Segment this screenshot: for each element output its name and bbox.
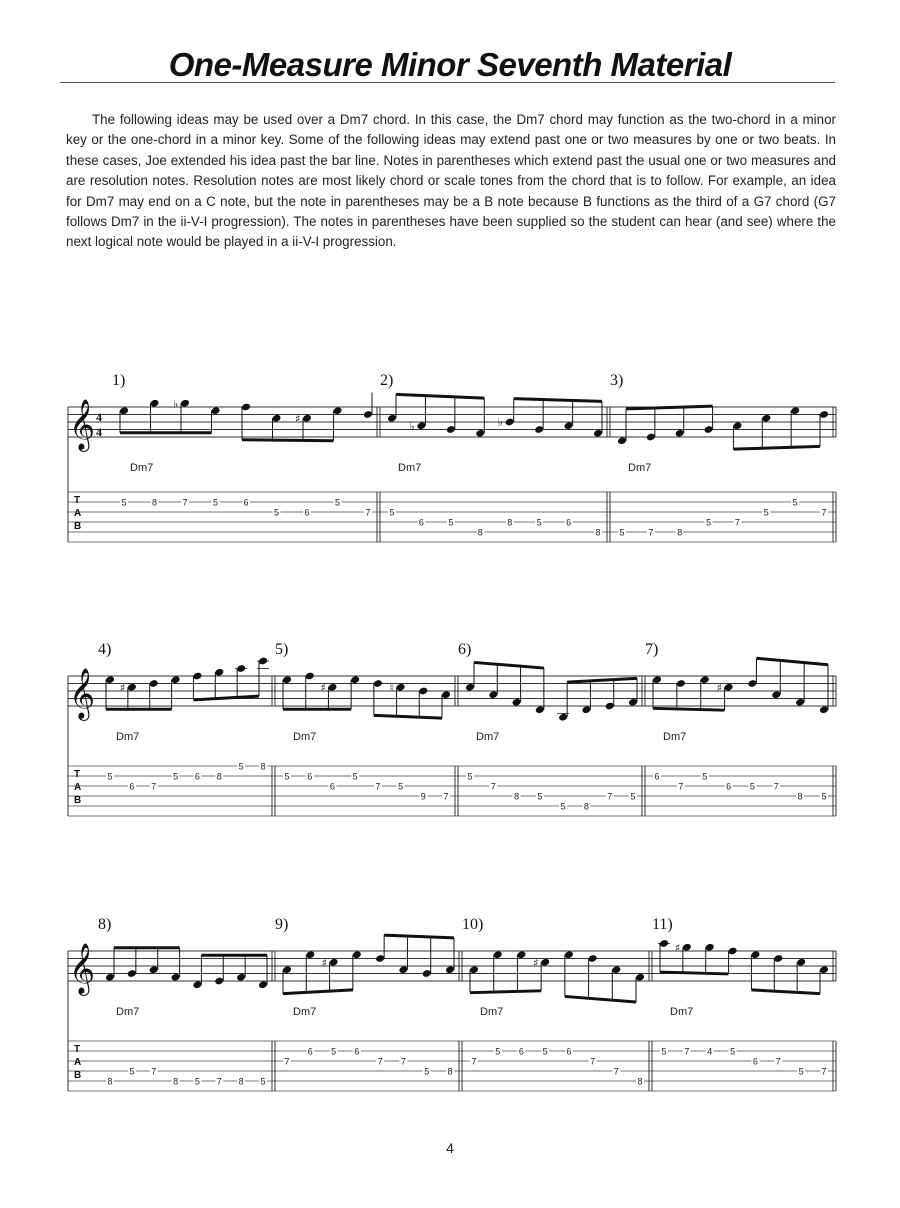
example-label: 7) [645,641,659,658]
flat-sign: ♭ [497,416,503,429]
sharp-sign: ♯ [321,956,327,970]
tab-letter: A [74,1057,82,1068]
note-beam [653,708,725,710]
tab-fret-number: 8 [637,1076,643,1087]
tab-fret-number: 7 [821,1066,827,1077]
tab-fret-number: 7 [773,781,779,792]
example-label: 6) [458,641,472,658]
tab-letter: B [74,795,82,806]
page-title: One-Measure Minor Seventh Material [168,46,732,83]
tab-fret-number: 6 [304,507,310,518]
tab-fret-number: 5 [352,771,358,782]
tab-fret-number: 5 [630,791,636,802]
example-label: 5) [275,641,289,658]
example-label: 10) [462,916,484,933]
tab-fret-number: 8 [238,1076,244,1087]
tab-fret-number: 5 [661,1046,667,1057]
sharp-sign: ♯ [533,956,539,970]
tab-fret-number: 8 [173,1076,179,1087]
chord-symbol: Dm7 [628,462,652,474]
tab-fret-number: 5 [467,771,473,782]
tab-fret-number: 5 [260,1076,266,1087]
chord-symbol: Dm7 [130,462,154,474]
note-beam [242,440,334,441]
tab-fret-number: 6 [418,517,424,528]
tab-fret-number: 7 [607,791,613,802]
note-beam [283,990,353,994]
example-label: 4) [98,641,112,658]
tab-fret-number: 7 [490,781,496,792]
tab-fret-number: 8 [797,791,803,802]
example-label: 1) [112,372,126,389]
tab-letter: T [74,495,81,506]
note-beam [756,658,828,665]
tab-fret-number: 7 [648,527,654,538]
chord-symbol: Dm7 [398,462,422,474]
tab-fret-number: 7 [151,781,157,792]
tab-fret-number: 7 [377,1056,383,1067]
tab-fret-number: 6 [566,1046,572,1057]
tab-fret-number: 5 [284,771,290,782]
note-beam [626,406,713,409]
chord-symbol: Dm7 [663,731,687,743]
tab-fret-number: 5 [730,1046,736,1057]
tab-fret-number: 5 [821,791,827,802]
tab-fret-number: 7 [216,1076,222,1087]
tab-fret-number: 5 [173,771,179,782]
note-beam [396,394,484,398]
sharp-sign: ♯ [295,412,301,426]
intro-paragraph: The following ideas may be used over a Dm7 chord. In this case, the Dm7 chord may function as the two-chord in a minor key or the one-chord in a minor key. Some of the following ideas may extend past one or two measures by one or two beats. In these cases, Joe extended his idea past the bar line. Notes in parentheses which extend past the usual one or two measures and are resolution notes. Resolution notes are most likely chord or scale tones from the chord that is to follow. For example, an idea for Dm7 may end on a C note, but the note in parentheses may be a B note because B functions as the third of a G7 chord (G7 follows Dm7 in the ii-V-I progression). The notes in parentheses have been supplied so the student can hear (and see) where the next logical note would be played in a ii-V-I progression. [66,112,836,250]
chord-symbol: Dm7 [116,1006,140,1018]
tab-fret-number: 7 [775,1056,781,1067]
tab-fret-number: 5 [763,507,769,518]
example-label: 11) [652,916,673,933]
sharp-sign: ♯ [320,681,326,695]
tab-fret-number: 5 [542,1046,548,1057]
note-beam [660,972,729,974]
chord-symbol: Dm7 [116,731,140,743]
tab-fret-number: 5 [424,1066,430,1077]
tab-fret-number: 4 [707,1046,713,1057]
tab-fret-number: 5 [334,497,341,508]
tab-fret-number: 8 [583,801,589,812]
tab-fret-number: 6 [726,781,732,792]
tab-fret-number: 6 [194,771,200,782]
note-beam [374,715,442,718]
tab-fret-number: 7 [400,1056,406,1067]
tab-fret-number: 8 [514,791,520,802]
tab-fret-number: 5 [194,1076,200,1087]
chord-symbol: Dm7 [293,731,317,743]
note-beam [514,399,602,402]
tab-fret-number: 7 [734,517,740,528]
page-number: 4 [446,1140,454,1156]
tab-fret-number: 5 [121,497,127,508]
tab-fret-number: 6 [307,771,313,782]
tab-fret-number: 8 [107,1076,113,1087]
tab-fret-number: 5 [448,517,454,528]
tab-fret-number: 7 [590,1056,596,1067]
tab-fret-number: 5 [702,771,708,782]
tab-letter: B [74,521,82,532]
tab-fret-number: 5 [107,771,113,782]
tab-fret-number: 9 [420,791,426,802]
tab-fret-number: 7 [613,1066,619,1077]
tab-fret-number: 8 [447,1066,453,1077]
example-label: 9) [275,916,289,933]
note-beam [751,990,820,994]
tab-fret-number: 5 [560,801,566,812]
tab-fret-number: 7 [151,1066,157,1077]
tab-fret-number: 5 [536,517,542,528]
tab-fret-number: 7 [443,791,449,802]
tab-fret-number: 8 [151,497,158,508]
tab-fret-number: 8 [507,517,513,528]
note-beam [470,991,541,993]
tab-fret-number: 5 [238,761,244,772]
tab-fret-number: 6 [518,1046,524,1057]
time-signature-bottom: 4 [96,425,102,439]
tab-letter: T [74,1044,81,1055]
tab-fret-number: 7 [365,507,371,518]
flat-sign: ♭ [409,419,415,433]
tab-fret-number: 5 [495,1046,501,1057]
note-beam [733,446,820,449]
tab-fret-number: 5 [798,1066,804,1077]
tab-letter: A [74,782,82,793]
note-beam [474,662,544,668]
tab-fret-number: 7 [375,781,381,792]
tab-fret-number: 8 [216,771,222,782]
tab-fret-number: 5 [537,791,543,802]
tab-letter: A [74,508,82,519]
note-beam [565,996,636,1002]
tab-fret-number: 7 [471,1056,477,1067]
tab-fret-number: 7 [821,507,827,518]
treble-clef-icon: 𝄞 [69,668,96,719]
tab-fret-number: 8 [595,527,601,538]
tab-fret-number: 5 [749,781,755,792]
tab-fret-number: 6 [243,497,249,508]
chord-symbol: Dm7 [293,1006,317,1018]
sharp-sign: ♯ [119,681,126,695]
tab-fret-number: 7 [284,1056,290,1067]
tab-fret-number: 5 [792,497,798,508]
example-label: 3) [610,372,624,389]
note-beam [567,678,637,682]
tab-fret-number: 5 [389,507,395,518]
chord-symbol: Dm7 [670,1006,694,1018]
tab-fret-number: 5 [331,1046,337,1057]
tab-fret-number: 8 [677,527,683,538]
chord-symbol: Dm7 [476,731,500,743]
tab-fret-number: 7 [182,497,188,508]
flat-sign: ♭ [173,397,179,411]
note-beam [384,935,454,938]
treble-clef-icon: 𝄞 [69,399,96,450]
chord-symbol: Dm7 [480,1006,504,1018]
natural-sign: ♮ [389,681,394,695]
tab-fret-number: 5 [273,507,280,518]
tab-fret-number: 7 [678,781,684,792]
tab-fret-number: 5 [706,517,712,528]
sharp-sign: ♯ [716,681,722,695]
tab-fret-number: 6 [307,1046,313,1057]
tab-fret-number: 6 [752,1056,758,1067]
sharp-sign: ♯ [674,941,681,955]
tab-fret-number: 6 [566,517,572,528]
time-signature-top: 4 [96,410,102,424]
example-label: 8) [98,916,112,933]
tab-fret-number: 5 [398,781,404,792]
tab-letter: T [74,769,81,780]
note-beam [193,696,259,700]
tab-fret-number: 8 [260,761,266,772]
example-label: 2) [380,372,394,389]
tab-fret-number: 5 [619,527,625,538]
tab-letter: B [74,1070,82,1081]
tab-fret-number: 8 [477,527,483,538]
tab-fret-number: 5 [129,1066,135,1077]
tab-fret-number: 6 [329,781,335,792]
tab-fret-number: 7 [684,1046,690,1057]
tab-fret-number: 6 [654,771,660,782]
tab-fret-number: 6 [354,1046,360,1057]
treble-clef-icon: 𝄞 [69,943,96,994]
tab-fret-number: 6 [129,781,135,792]
tab-fret-number: 5 [212,497,219,508]
